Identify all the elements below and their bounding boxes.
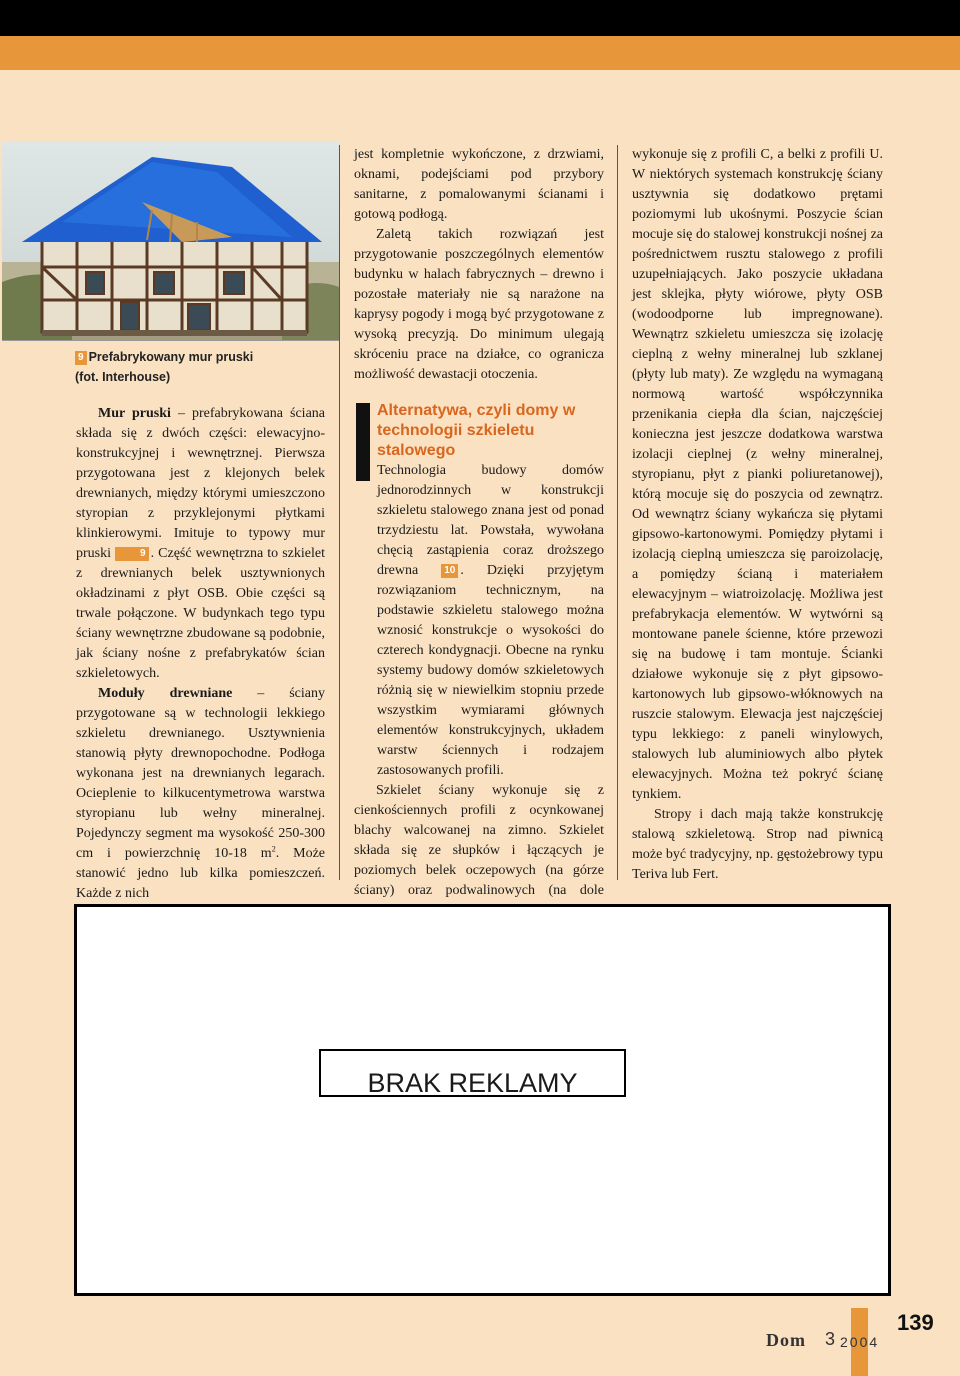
- section-heading: Alternatywa, czyli domy w technologii szkieletu stalowego: [377, 402, 576, 459]
- advertisement-box: [74, 904, 891, 1296]
- text-column-3: [632, 145, 883, 885]
- figure-ref-9: 9: [115, 547, 149, 561]
- paragraph: Szkielet ściany wykonuje się z cienkościennych profili z ocynkowanej blachy walcowanej na zimno. Szkielet składa się ze słupków i łączących je poziomych belek oczepowych (na górze ściany) oraz podwalinowych (na dole: [354, 783, 604, 898]
- term-moduly-drewniane: Moduły drewniane: [98, 686, 233, 701]
- section-block: [354, 401, 604, 781]
- figure-number-badge: 9: [75, 351, 87, 365]
- paragraph: Moduły drewniane – ściany przygotowane są w technologii lekkiego szkieletu drewnianego. Usztywnienia stanowią płyty drewnopochodne. Podłoga wykonana jest na drewnianych legarach. Ocieplenie to kilkucentymetrowa warstwa styropianu lub wełny mineralnej. Pojedynczy segment ma wysokość 250-300 cm i powierzchnię 10-18 $m^2$. Może stanowić jedno lub kilka pomieszczeń. Każde z nich: [76, 686, 325, 901]
- caption-credit: (fot. Interhouse): [75, 370, 171, 384]
- caption-title: Prefabrykowany mur pruski: [88, 350, 254, 364]
- section-initial-bar: [356, 403, 370, 481]
- paragraph: jest kompletnie wykończone, z drzwiami, oknami, podejściami pod przybory sanitarne, z pomalowanymi ścianami i gotową podłogą.: [354, 147, 604, 222]
- magazine-logo: Dom: [766, 1330, 806, 1350]
- paragraph: wykonuje się z profili C, a belki z profili U. W niektórych systemach konstrukcję ściany usztywnia się dodatkowo prętami poziomymi lub ukośnymi. Poszycie ścian mocuje się do stalowej konstrukcji nośnej za pośrednictwem rusztu stalowego z profili uzupełniających. Jako poszycie układana jest sklejka, płyty wiórowe, płyty OSB (wodoodporne lub impregnowane). Wewnątrz szkieletu umieszcza się izolację cieplną z wełny mineralnej lub szklanej (płyty lub maty). Ze względu na wymaganą normową wartość współczynnika przenikania ciepła dla ścian, najczęściej konieczna jest jeszcze dodatkowa warstwa izolacji cieplnej (z wełny mineralnej, styropianu, płyt z pianki poliuretanowej), którą mocuje się do poszycia od zewnątrz. Od wewnątrz ściany wykańcza się płytami gipsowo-kartonowymi. Pomiędzy płytami i izolacją cieplną umieszcza się paroizolację, a pomiędzy ścianą i materiałem elewacyjnym – wiatroizolację. Możliwa jest prefabrykacja elementów. W wytwórni są montowane panele ścienne, które przewozi się na budowę i tam montuje. Ścianki działowe wykonuje się z płyt gipsowo-kartonowych lub gipsowo-włóknowych na ruszcie stalowym. Elewacja jest najczęściej typu lekkiego: z paneli winylowych, stalowych lub aluminiowych albo płytek elewacyjnych. Można też pokryć ścianę tynkiem.: [632, 147, 883, 802]
- figure-ref-10: 10: [441, 564, 458, 578]
- issue-number: 3: [825, 1329, 836, 1349]
- issue-year: 2004: [840, 1334, 880, 1350]
- top-orange-bar: [0, 36, 960, 70]
- paragraph: Zaletą takich rozwiązań jest przygotowanie poszczególnych elementów budynku w halach fabrycznych – drewno i pozostałe materiały nie są narażone na kaprysy pogody i mogą być przygotowane z wysoką precyzją. Do minimum ulegają skróceniu prace na działce, co ogranicza możliwość dewastacji otoczenia.: [354, 227, 604, 382]
- top-black-bar: [0, 0, 960, 36]
- house-photo: [2, 142, 339, 341]
- text-column-2: [354, 145, 604, 921]
- paragraph: Stropy i dach mają także konstrukcję stalową szkieletową. Strop nad piwnicą może być tradycyjny, np. gęstożebrowy typu Teriva lub Fert.: [632, 807, 883, 882]
- photo-caption: [75, 347, 330, 387]
- text-column-1: [76, 404, 325, 904]
- paragraph: Mur pruski – prefabrykowana ściana składa się z dwóch części: elewacyjno-konstrukcyjnej i wewnętrznej. Pierwsza przygotowana jest z klejonych belek drewnianych, między którymi umieszczono styropian z przyklejonymi płytkami klinkierowymi. Imituje to typowy mur pruski 9 . Część wewnętrzna to szkielet z drewnianych belek usztywnionych okładzinami z płyt OSB. Obie części są trwale połączone. W budynkach tego typu ściany wewnętrzne zbudowane są podobnie, jak ściany nośne z prefabrykatów ścian szkieletowych.: [76, 406, 325, 681]
- term-mur-pruski: Mur pruski: [98, 406, 171, 421]
- page-number: 139: [897, 1310, 934, 1335]
- column-divider: [617, 145, 618, 880]
- paragraph: Technologia budowy domów jednorodzinnych w konstrukcji szkieletu stalowego znana jest od ponad trzydziestu lat. Powstała, wywołana chęcią zastąpienia coraz droższego drewna 10 . Dzięki przyjętym rozwiązaniom technicznym, na podstawie szkieletu stalowego można wznosić konstrukcje o wysokości do czterech kondygnacji. Obecne na rynku systemy budowy domów szkieletowych różnią się w niewielkim stopniu przede wszystkim wymiarami głównych elementów konstrukcyjnych, układem warstw ściennych i rodzajem zastosowanych profili.: [377, 463, 604, 778]
- column-divider: [339, 145, 340, 880]
- no-ad-label: BRAK REKLAMY: [319, 1049, 626, 1097]
